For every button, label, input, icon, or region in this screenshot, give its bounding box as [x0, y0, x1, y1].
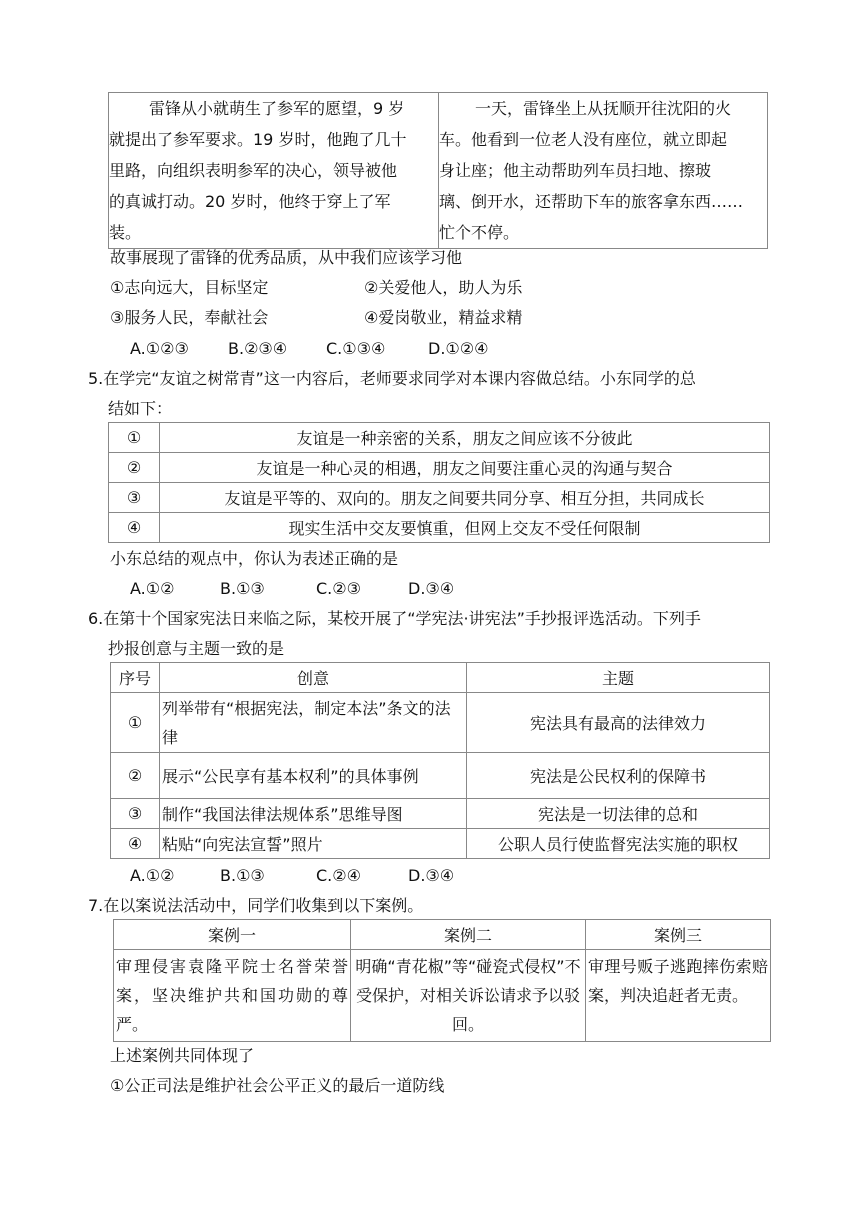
story-left-line: 就提出了参军要求。19 岁时，他跑了几十	[109, 130, 407, 149]
q6-stem-line2: 抄报创意与主题一致的是	[108, 639, 285, 658]
header-case-2: 案例二	[351, 920, 586, 950]
story-right-line: 一天，雷锋坐上从抚顺开往沈阳的火	[475, 99, 732, 118]
q5-choice-a[interactable]: A.①②	[130, 579, 175, 598]
q6-choice-c[interactable]: C.②④	[316, 866, 361, 885]
q4-choice-a[interactable]: A.①②③	[130, 339, 189, 358]
story-table	[108, 92, 768, 249]
row-text: 友谊是一种心灵的相遇，朋友之间要注重心灵的沟通与契合	[160, 453, 770, 483]
row-text: 友谊是平等的、双向的。朋友之间要共同分享、相互分担，共同成长	[160, 483, 770, 513]
table-row	[109, 483, 770, 513]
table-row	[111, 799, 770, 829]
q4-item-4: ④爱岗敬业，精益求精	[364, 308, 523, 327]
story-left-cell	[109, 93, 439, 249]
q7-question: 上述案例共同体现了	[110, 1046, 255, 1065]
row-number: ③	[111, 799, 160, 829]
story-left-line: 里路，向组织表明参军的决心，领导被他	[109, 161, 398, 180]
q4-choice-d[interactable]: D.①②④	[428, 339, 489, 358]
row-theme: 宪法具有最高的法律效力	[467, 693, 770, 753]
row-number: ①	[109, 423, 160, 453]
story-right-line: 璃、倒开水，还帮助下车的旅客拿东西……	[439, 192, 744, 211]
row-idea: 粘贴“向宪法宣誓”照片	[160, 829, 467, 859]
q6-choice-d[interactable]: D.③④	[408, 866, 455, 885]
q7-case-table	[113, 919, 771, 1042]
row-theme: 宪法是一切法律的总和	[467, 799, 770, 829]
q5-choice-d[interactable]: D.③④	[408, 579, 455, 598]
q4-item-1: ①志向远大，目标坚定	[110, 278, 269, 297]
table-header-row	[111, 663, 770, 693]
row-number: ③	[109, 483, 160, 513]
table-row	[111, 829, 770, 859]
story-left-line: 装。	[109, 223, 142, 242]
row-number: ①	[111, 693, 160, 753]
q4-item-2: ②关爱他人，助人为乐	[364, 278, 523, 297]
q6-choice-a[interactable]: A.①②	[130, 866, 175, 885]
case-3-text: 审理号贩子逃跑摔伤索赔案，判决追赶者无责。	[586, 950, 771, 1042]
story-left-line: 的真诚打动。20 岁时，他终于穿上了军	[109, 192, 391, 211]
row-theme: 公职人员行使监督宪法实施的职权	[467, 829, 770, 859]
row-idea: 列举带有“根据宪法，制定本法”条文的法律	[160, 693, 467, 753]
q4-choice-c[interactable]: C.①③④	[326, 339, 386, 358]
row-text: 友谊是一种亲密的关系，朋友之间应该不分彼此	[160, 423, 770, 453]
story-left-line: 雷锋从小就萌生了参军的愿望，9 岁	[149, 99, 405, 118]
row-theme: 宪法是公民权利的保障书	[467, 753, 770, 799]
q6-stem-line1: 6.在第十个国家宪法日来临之际，某校开展了“学宪法·讲宪法”手抄报评选活动。下列手	[88, 609, 701, 628]
story-right-line: 身让座；他主动帮助列车员扫地、擦玻	[439, 161, 712, 180]
q5-choice-b[interactable]: B.①③	[220, 579, 265, 598]
q5-stem-line2: 结如下：	[108, 399, 173, 418]
story-right-cell	[439, 93, 768, 249]
header-number: 序号	[111, 663, 160, 693]
table-row	[111, 753, 770, 799]
row-idea: 制作“我国法律法规体系”思维导图	[160, 799, 467, 829]
q5-stem-line1: 5.在学完“友谊之树常青”这一内容后，老师要求同学对本课内容做总结。小东同学的总	[88, 369, 696, 388]
row-number: ④	[109, 513, 160, 543]
q4-item-3: ③服务人民，奉献社会	[110, 308, 269, 327]
header-idea: 创意	[160, 663, 467, 693]
header-theme: 主题	[467, 663, 770, 693]
row-number: ②	[111, 753, 160, 799]
table-row	[109, 423, 770, 453]
table-row	[114, 950, 771, 1042]
q6-poster-table	[110, 662, 770, 859]
story-right-line: 忙个不停。	[439, 223, 520, 242]
case-2-text: 明确“青花椒”等“碰瓷式侵权”不受保护，对相关诉讼请求予以驳回。	[351, 950, 586, 1042]
q7-item-1: ①公正司法是维护社会公平正义的最后一道防线	[110, 1076, 445, 1095]
row-text: 现实生活中交友要慎重，但网上交友不受任何限制	[160, 513, 770, 543]
q5-summary-table	[108, 422, 770, 543]
table-header-row	[114, 920, 771, 950]
table-row	[109, 513, 770, 543]
case-1-text: 审理侵害袁隆平院士名誉荣誉案，坚决维护共和国功勋的尊严。	[114, 950, 351, 1042]
table-row	[111, 693, 770, 753]
story-right-line: 车。他看到一位老人没有座位，就立即起	[439, 130, 728, 149]
row-number: ④	[111, 829, 160, 859]
header-case-3: 案例三	[586, 920, 771, 950]
q5-choice-c[interactable]: C.②③	[316, 579, 361, 598]
q4-stem: 故事展现了雷锋的优秀品质，从中我们应该学习他	[110, 248, 463, 267]
table-row	[109, 453, 770, 483]
q4-choice-b[interactable]: B.②③④	[228, 339, 288, 358]
q7-stem: 7.在以案说法活动中，同学们收集到以下案例。	[88, 896, 424, 915]
q5-question: 小东总结的观点中，你认为表述正确的是	[110, 549, 399, 568]
header-case-1: 案例一	[114, 920, 351, 950]
row-idea: 展示“公民享有基本权利”的具体事例	[160, 753, 467, 799]
row-number: ②	[109, 453, 160, 483]
q6-choice-b[interactable]: B.①③	[220, 866, 265, 885]
